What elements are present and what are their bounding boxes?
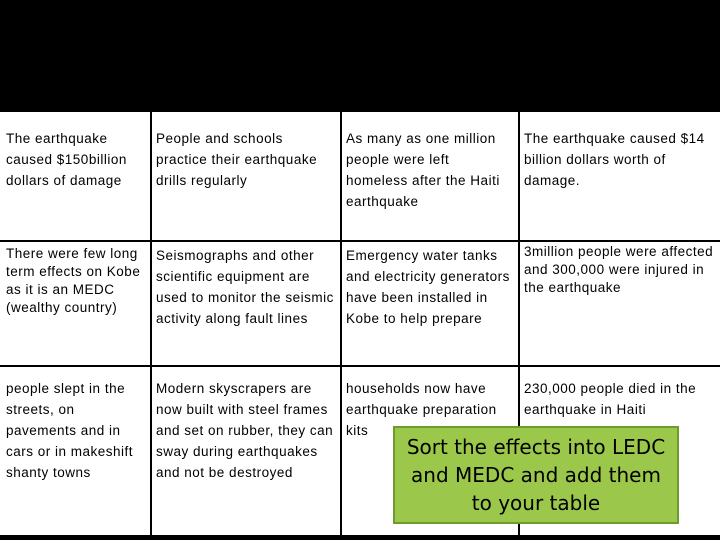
- instruction-text: Sort the effects into LEDC and MEDC and add them to your table: [406, 435, 666, 515]
- row-divider: [0, 365, 720, 367]
- table-cell: 230,000 people died in the earthquake in Haiti: [524, 381, 697, 417]
- table-cell: As many as one million people were left homeless after the Haiti earthquake: [346, 131, 500, 209]
- table-cell: Modern skyscrapers are now built with steel frames and set on rubber, they can sway during earthquakes and not be destroyed: [156, 381, 334, 480]
- table-cell: People and schools practice their earthquake drills regularly: [156, 131, 318, 188]
- table-cell: Seismographs and other scientific equipment are used to monitor the seismic activity along fault lines: [156, 248, 334, 326]
- table-cell: There were few long term effects on Kobe as it is an MEDC (wealthy country): [6, 246, 141, 315]
- instruction-callout: [393, 426, 679, 524]
- table-cell: The earthquake caused $150billion dollars of damage: [6, 131, 127, 188]
- table-cell: people slept in the streets, on pavements and in cars or in makeshift shanty towns: [6, 381, 134, 480]
- table-cell: Emergency water tanks and electricity generators have been installed in Kobe to help prepare: [346, 248, 510, 326]
- table-cell: The earthquake caused $14 billion dollars worth of damage.: [524, 131, 705, 188]
- title-band: [0, 0, 720, 112]
- table-cell: households now have earthquake preparation kits: [346, 381, 497, 438]
- table-cell: 3million people were affected and 300,000 were injured in the earthquake: [524, 244, 714, 295]
